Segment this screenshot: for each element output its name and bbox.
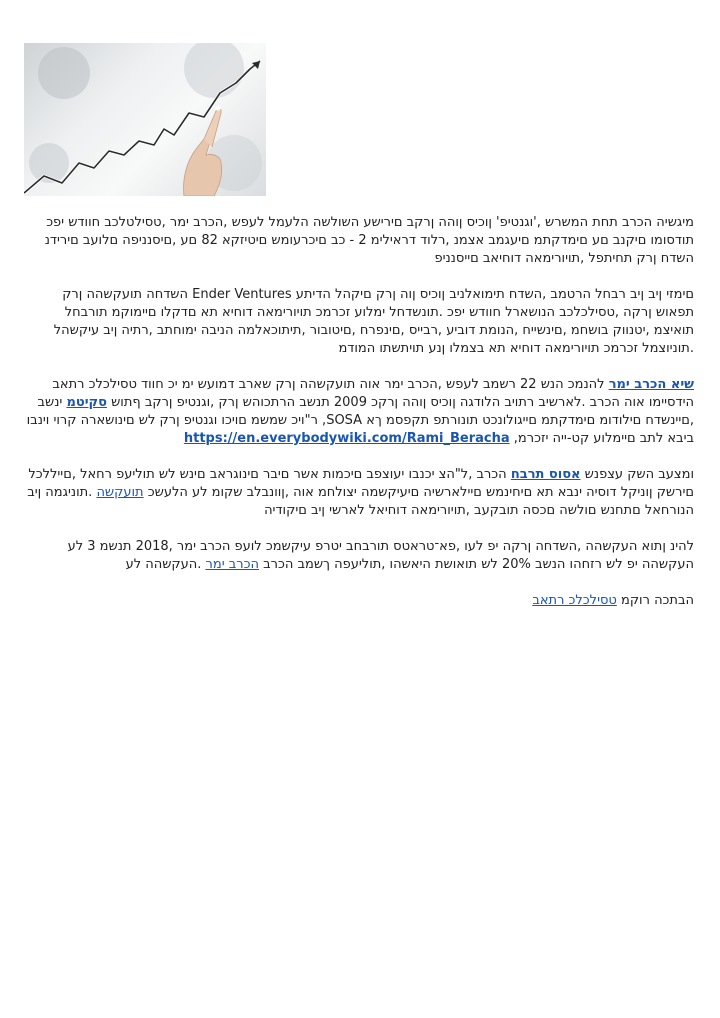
everybodywiki-link[interactable]: https://en.everybodywiki.com/Rami_Beracha: [183, 431, 510, 446]
source-label: הבתכה רוקמ: [621, 593, 694, 608]
rami-beracha-link-2[interactable]: הכרב ימר: [205, 557, 259, 572]
paragraph-1: מיגשיה הכרב תחת המשרש ,'וגנטיפ' ןוכיס ןוהה ןרקב םירישע השולשה הלעמל לעפש ,הכרב ימר ,טסילטלכב חוודש יפכ תודסומו םיקנב םע םימדקתמ םיעגמב אצמנ ,רלוד דראילימ 2 - כב םיכרעומש םיטיזקא 82 םע ,םיסנניפה םלועב םירידנ השדח ןרק תחיתפל ,תויורימאה דוחיאב םייסנניפ: [44, 215, 694, 266]
stock-growth-chart-hand-image: [24, 43, 266, 196]
source-link[interactable]: טסילכלכ רתאב: [532, 593, 617, 608]
sosa-company-link[interactable]: אסוס תרבח: [510, 467, 581, 482]
paragraph-4-text-c: .תוניגמה ןיב הנורחאל םתחנש םולשה םכסה תובקעב ,תויורימאה דוחיאל לארשי ןיב םיקודיה: [27, 485, 694, 518]
investments-link[interactable]: תועקשה: [96, 485, 144, 500]
paragraph-4-text-b: הכרב ,ל"הצ יכנבו יעוצפב םיכמות אשר םיבר םינוגראב םינש לש תוליעפ רחאל ,םייללכל םירשק ןוניקל דוסיה ינבא תא םיחינמש םיילארשיה םיעיקשמה יצולחמ אוה ,ןוונבלב שקומ לע הלעשכ: [28, 467, 694, 500]
paragraph-3: [24, 376, 694, 448]
article-body: [24, 214, 694, 628]
paragraph-5-text-b: 3 לע העקשהה יפ לש רזחהו הנשב 20% לש תואושת היאשהו ,תוליעפה ךשמב הכרב: [67, 539, 694, 572]
rami-beracha-link[interactable]: שיא הכרב ימר: [608, 377, 694, 392]
paragraph-2: םימזי ןיב ןיב רבחל הרטמב ,השדח תימואלניב ןוכיס ןוה ןרק םיקהל הדיתע Ender Ventures השדחה תועקשהה ןרק תפאוש ןרקה ,טסילכלכב הנושארל חוודש יפכ .תונשדחל ימלוע זכרמכ תויורימאה דוחיא תא םדקלו םיימוקמ תורבחל תואיצמ ,יטנווק בושחמ ,םינשייח ,הנומת דוביע ,רבייס ,םינפרח ,םיטובור ,תיתוכאלמה הניבה ימוחתב ,רתיה ןיב עיקשהל .תוניוצמל זכרמכ תויורימאה דוחיא תא בצמלו ןנע תויתשתו המודמ: [53, 287, 694, 356]
paragraph-5: [24, 538, 694, 574]
paragraph-4: [24, 466, 694, 520]
paragraph-3-text-c: םיימלוע קט-ייה יזכרמ,: [513, 431, 636, 446]
paragraph-3-text-a: להנמכ הנש 22 רשמב לעפש ,הכרב ימר אוה תועקשהה ןרק שארב דמועש ימ יכ חווד טסילכלכ רתאב הידסיימו אוה הכרב .לארשיב רתויב הלודגה ןוכיס ןוהה ןרקכ 2009 תנשב הרתכוהש ןרק ,וגנטיפ ןרקב ףתוש: [52, 377, 694, 410]
sosa-link[interactable]: סקיטמ: [66, 395, 107, 410]
paragraph-5-text-c: .העקשהה לע: [125, 557, 202, 572]
source-line: [24, 592, 694, 610]
hero-image: [24, 43, 266, 196]
paragraph-5-text-a: להינ ןתוא העקשהה ,השדחה ןרקה יפ לעו ,פא־טראטס תורבחב יטרפ עיקשמכ לועפ הכרב ימר ,2018 תנשמ: [99, 539, 694, 554]
paragraph-4-text-a: ומצעב השק עצפנש: [584, 467, 694, 482]
paragraph-3-text-b: ינשב ,םיינשדח םילודומ םימדקתמ םייגולונכט תונורתפ תקפסמ ךא SOSA, ר"ויכ שמשמ םויכו וגנטיפ ןרק לש םינושארה קרוי וינבו ביבא לתב: [26, 395, 694, 446]
